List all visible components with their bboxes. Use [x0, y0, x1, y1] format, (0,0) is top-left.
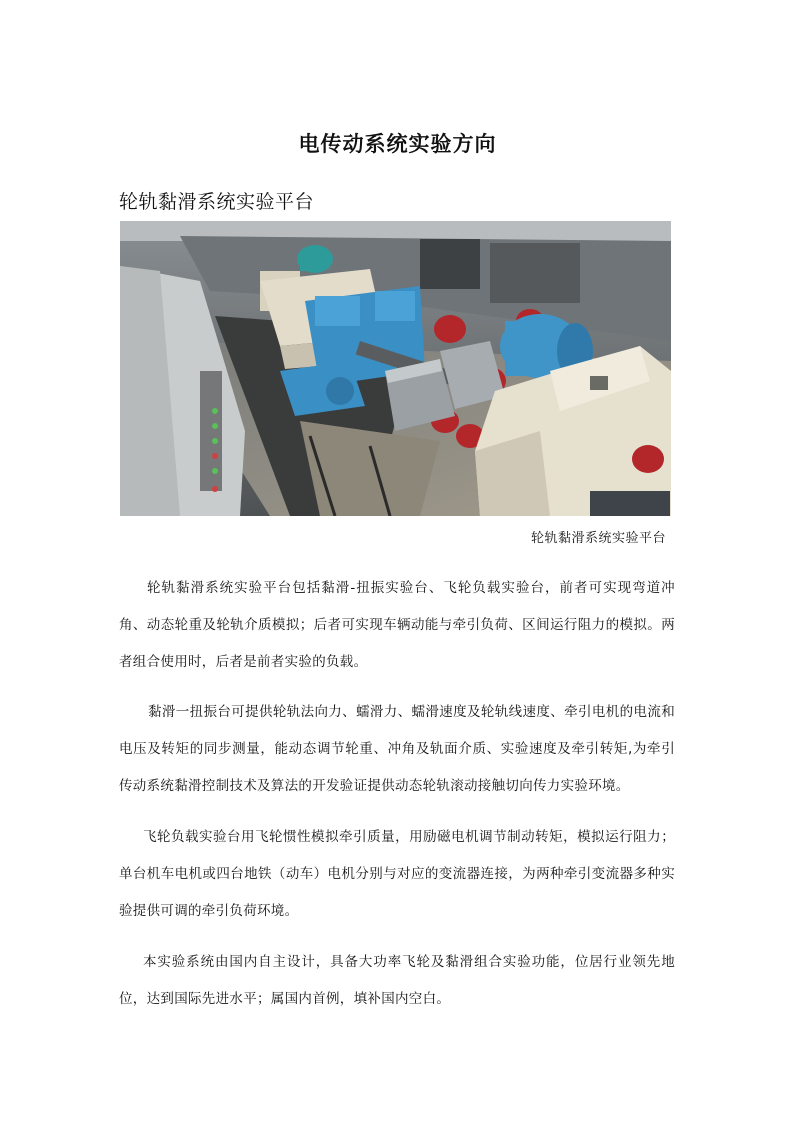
- page-title: 电传动系统实验方向: [298, 132, 497, 156]
- paragraph-1: 轮轨黏滑系统实验平台包括黏滑-扭振实验台、飞轮负载实验台，前者可实现弯道冲角、动态轮重及轮轨介质模拟；后者可实现车辆动能与牵引负荷、区间运行阻力的模拟。两者组合使用时，后者是前者实验的负载。: [119, 579, 675, 670]
- figure-caption: 轮轨黏滑系统实验平台: [530, 531, 666, 546]
- paragraph-3: 飞轮负载实验台用飞轮惯性模拟牵引质量，用励磁电机调节制动转矩，模拟运行阻力；单台机车电机或四台地铁（动车）电机分别与对应的变流器连接，为两种牵引变流器多种实验提供可调的牵引负荷环境。: [119, 828, 675, 919]
- paragraph-2: 黏滑一扭振台可提供轮轨法向力、蠕滑力、蠕滑速度及轮轨线速度、牵引电机的电流和电压及转矩的同步测量，能动态调节轮重、冲角及轨面介质、实验速度及牵引转矩,为牵引传动系统黏滑控制技术及算法的开发验证提供动态轮轨滚动接触切向传力实验环境。: [119, 703, 675, 794]
- paragraph-4: 本实验系统由国内自主设计，具备大功率飞轮及黏滑组合实验功能，位居行业领先地位，达到国际先进水平；属国内首例，填补国内空白。: [119, 953, 675, 1007]
- figure-photo: [120, 221, 671, 516]
- section-heading: 轮轨黏滑系统实验平台: [119, 191, 315, 213]
